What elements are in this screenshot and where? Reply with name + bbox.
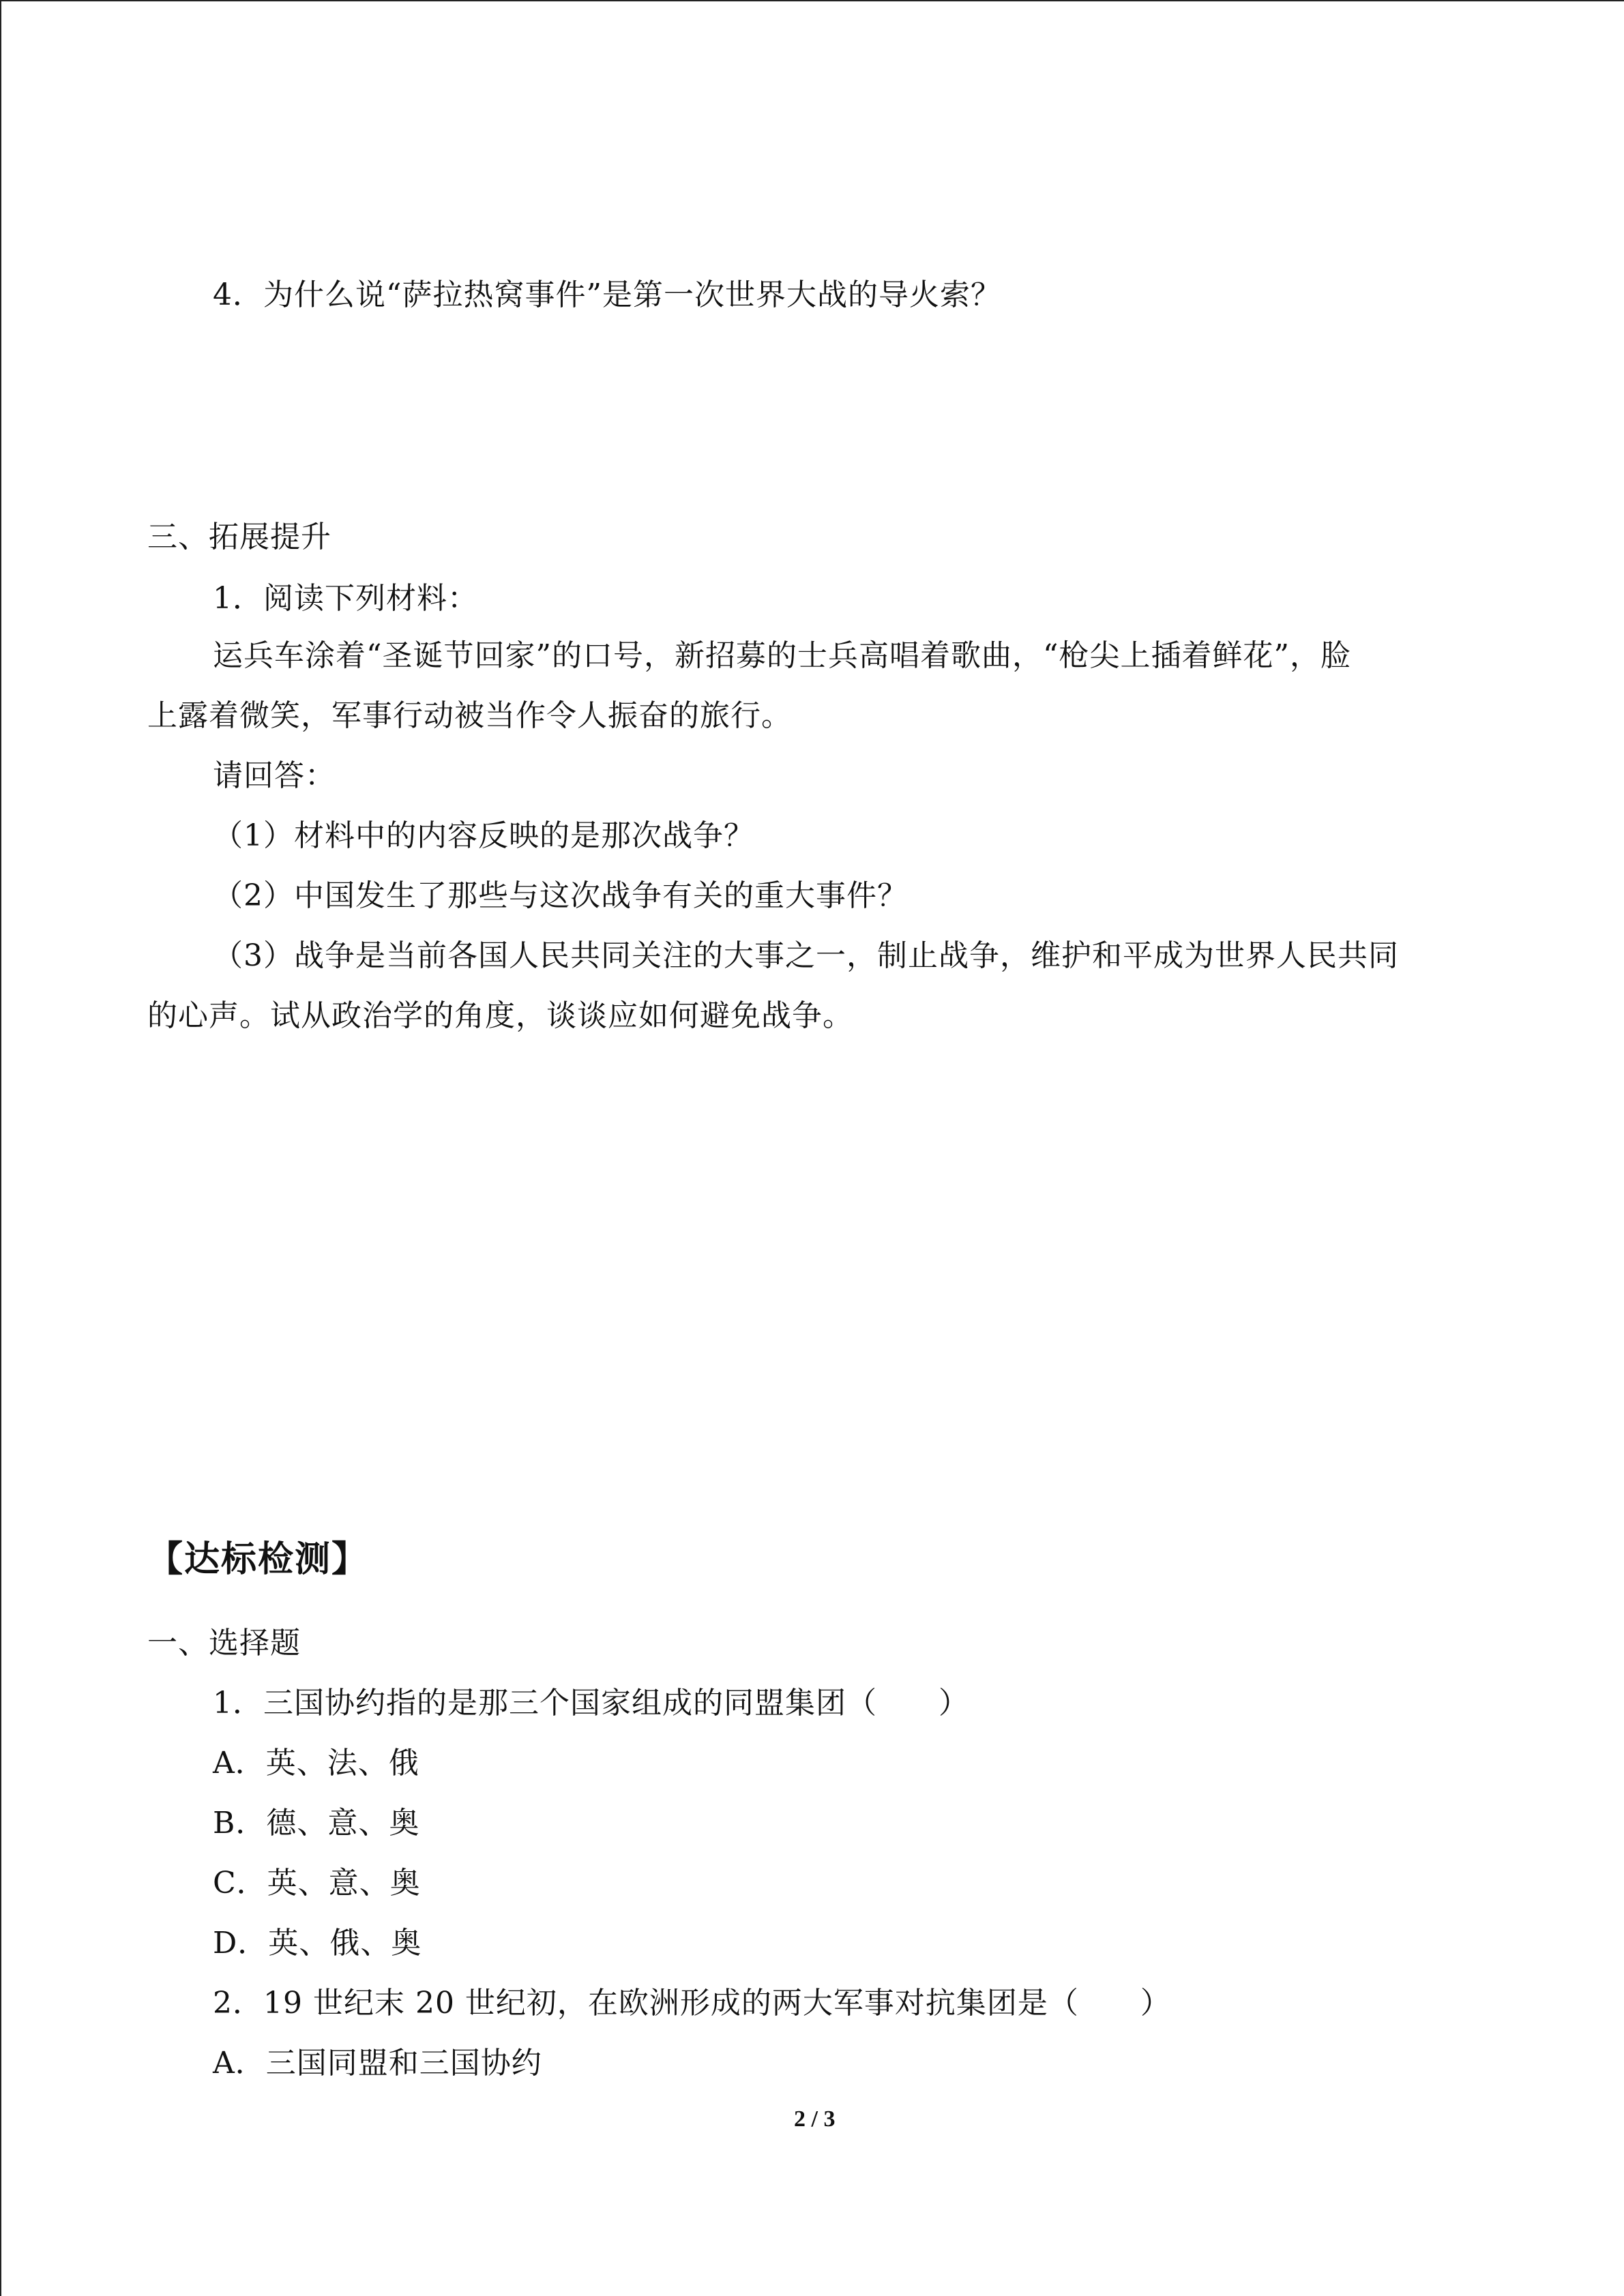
sub-question-2: （2）中国发生了那些与这次战争有关的重大事件？ (213, 878, 908, 913)
mc-q1-option-b: B．德、意、奥 (213, 1806, 420, 1840)
mc-question-1: 1．三国协约指的是那三个国家组成的同盟集团（ ） (213, 1686, 969, 1720)
question-4: 4．为什么说“萨拉热窝事件”是第一次世界大战的导火索？ (213, 278, 1001, 312)
mc-q1-option-c: C．英、意、奥 (213, 1866, 421, 1900)
material-text-line-1: 运兵车涂着“圣诞节回家”的口号，新招募的士兵高唱着歌曲，“枪尖上插着鲜花”，脸 (213, 638, 1351, 673)
multiple-choice-heading: 一、选择题 (147, 1626, 301, 1660)
page-number: 2 / 3 (794, 2106, 836, 2132)
mc-question-2: 2．19 世纪末 20 世纪初，在欧洲形成的两大军事对抗集团是（ ） (213, 1986, 1171, 2021)
material-text-line-2: 上露着微笑，军事行动被当作令人振奋的旅行。 (147, 698, 792, 733)
mc-q1-option-a: A．英、法、俄 (213, 1746, 419, 1780)
section-heading-test: 【达标检测】 (147, 1538, 369, 1580)
mc-q1-option-d: D．英、俄、奥 (213, 1926, 422, 1960)
section-heading-extension: 三、拓展提升 (147, 520, 331, 554)
extension-question-1: 1．阅读下列材料： (213, 581, 478, 616)
answer-prompt: 请回答： (213, 758, 336, 793)
sub-question-3-line-1: （3）战争是当前各国人民共同关注的大事之一，制止战争，维护和平成为世界人民共同 (213, 938, 1399, 973)
mc-q2-option-a: A．三国同盟和三国协约 (213, 2046, 542, 2081)
sub-question-3-line-2: 的心声。试从政治学的角度，谈谈应如何避免战争。 (147, 998, 853, 1033)
sub-question-1: （1）材料中的内容反映的是那次战争？ (213, 818, 754, 853)
